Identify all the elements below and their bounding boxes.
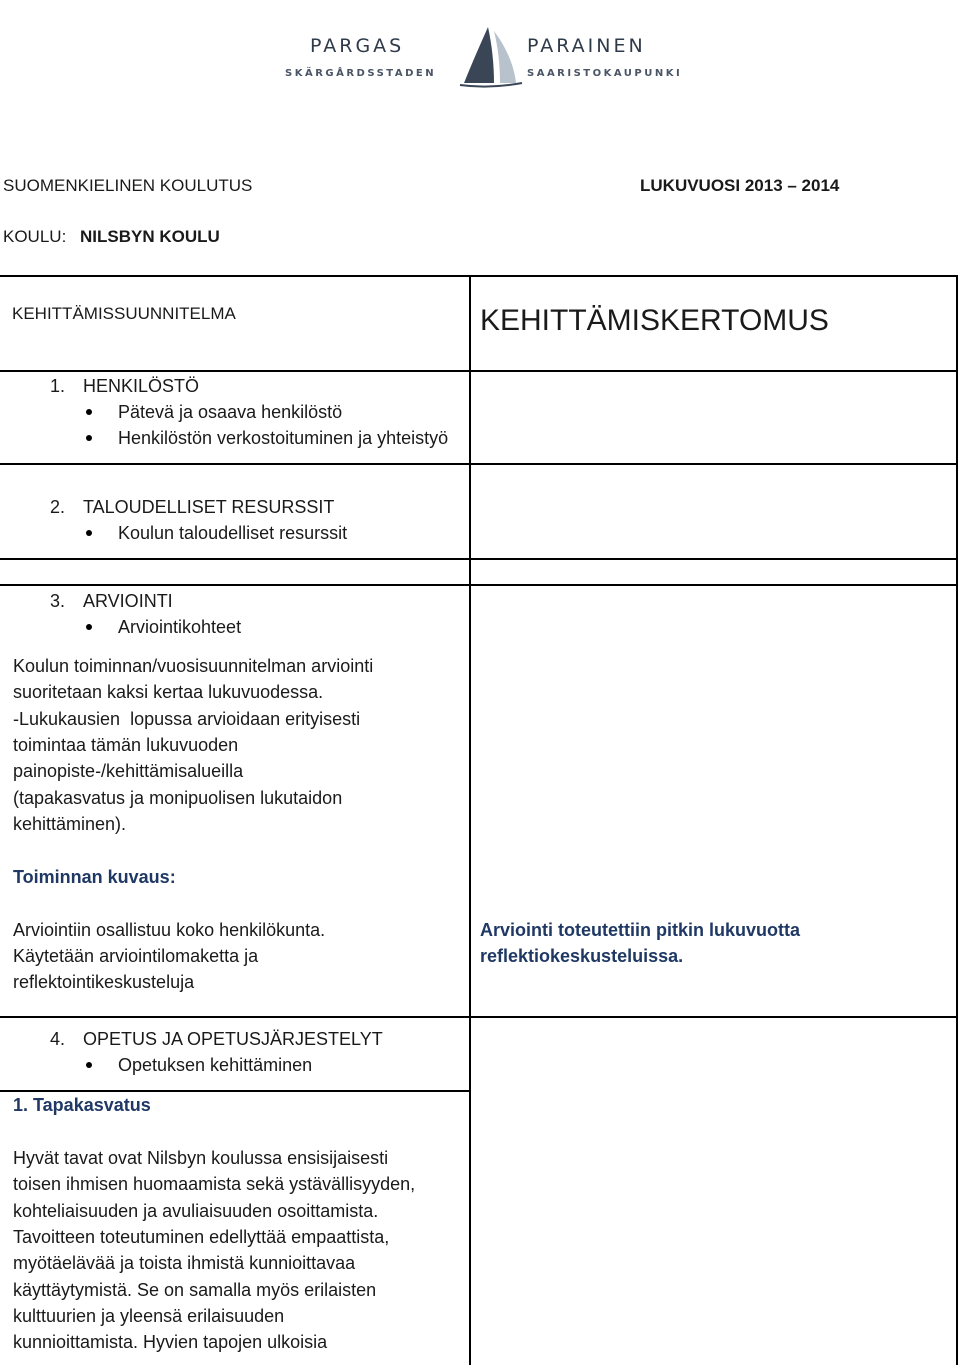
body-line: Tavoitteen toteutuminen edellyttää empaattista,: [13, 1227, 390, 1247]
description-line: reflektointikeskusteluja: [13, 972, 195, 992]
school-name: NILSBYN KOULU: [80, 227, 220, 246]
body-line: kulttuurien ja yleensä erilaisuuden: [13, 1306, 285, 1326]
body-line: -Lukukausien lopussa arvioidaan erityisesti: [13, 709, 361, 729]
subheading: Toiminnan kuvaus:: [13, 867, 176, 887]
logo-right-word: PARAINEN: [527, 35, 646, 57]
body-line: kohteliaisuuden ja avuliaisuuden osoittamista.: [13, 1201, 379, 1221]
school-year: LUKUVUOSI 2013 – 2014: [640, 176, 840, 195]
bullet-icon: [86, 435, 92, 441]
body-line: suoritetaan kaksi kertaa lukuvuodessa.: [13, 682, 324, 702]
column-title-report: KEHITTÄMISKERTOMUS: [480, 304, 829, 337]
department-label: SUOMENKIELINEN KOULUTUS: [3, 176, 253, 195]
logo: [285, 25, 683, 90]
body-line: (tapakasvatus ja monipuolisen lukutaidon: [13, 788, 343, 808]
body-line: toisen ihmisen huomaamista sekä ystävällisyyden,: [13, 1174, 416, 1194]
list-item: Koulun taloudelliset resurssit: [118, 523, 348, 543]
bullet-icon: [86, 530, 92, 536]
body-line: myötäelävää ja toista ihmistä kunnioittavaa: [13, 1253, 356, 1273]
section-title: HENKILÖSTÖ: [83, 376, 200, 396]
body-line: kehittäminen).: [13, 814, 127, 834]
section-title: ARVIOINTI: [83, 591, 173, 611]
bullet-icon: [86, 624, 92, 630]
report-line: Arviointi toteutettiin pitkin lukuvuotta: [480, 920, 800, 940]
logo-right-sub: SAARISTOKAUPUNKI: [527, 68, 683, 79]
body-line: kunnioittamista. Hyvien tapojen ulkoisia: [13, 1332, 328, 1352]
section-number: 1.: [50, 376, 66, 396]
list-item: Pätevä ja osaava henkilöstö: [118, 402, 343, 422]
section-title: OPETUS JA OPETUSJÄRJESTELYT: [83, 1029, 383, 1049]
report-line: reflektiokeskusteluissa.: [480, 946, 684, 966]
bullet-icon: [86, 1062, 92, 1068]
subheading: 1. Tapakasvatus: [13, 1095, 151, 1115]
body-line: Hyvät tavat ovat Nilsbyn koulussa ensisijaisesti: [13, 1148, 389, 1168]
section-title: TALOUDELLISET RESURSSIT: [83, 497, 335, 517]
list-item: Opetuksen kehittäminen: [118, 1055, 313, 1075]
body-line: painopiste-/kehittämisalueilla: [13, 761, 244, 781]
sail-icon: [450, 25, 530, 90]
body-line: toimintaa tämän lukuvuoden: [13, 735, 239, 755]
description-line: Käytetään arviointilomaketta ja: [13, 946, 259, 966]
body-line: käyttäytymistä. Se on samalla myös erilaisten: [13, 1280, 377, 1300]
section-number: 3.: [50, 591, 66, 611]
section-number: 4.: [50, 1029, 66, 1049]
list-item: Henkilöstön verkostoituminen ja yhteistyö: [118, 428, 449, 448]
section-number: 2.: [50, 497, 66, 517]
list-item: Arviointikohteet: [118, 617, 242, 637]
column-title-plan: KEHITTÄMISSUUNNITELMA: [12, 304, 236, 323]
school-label: KOULU:: [3, 227, 67, 246]
bullet-icon: [86, 409, 92, 415]
body-line: Koulun toiminnan/vuosisuunnitelman arviointi: [13, 656, 374, 676]
logo-left-sub: SKÄRGÅRDSSTADEN: [285, 68, 437, 79]
description-line: Arviointiin osallistuu koko henkilökunta.: [13, 920, 326, 940]
logo-left-word: PARGAS: [310, 35, 405, 57]
